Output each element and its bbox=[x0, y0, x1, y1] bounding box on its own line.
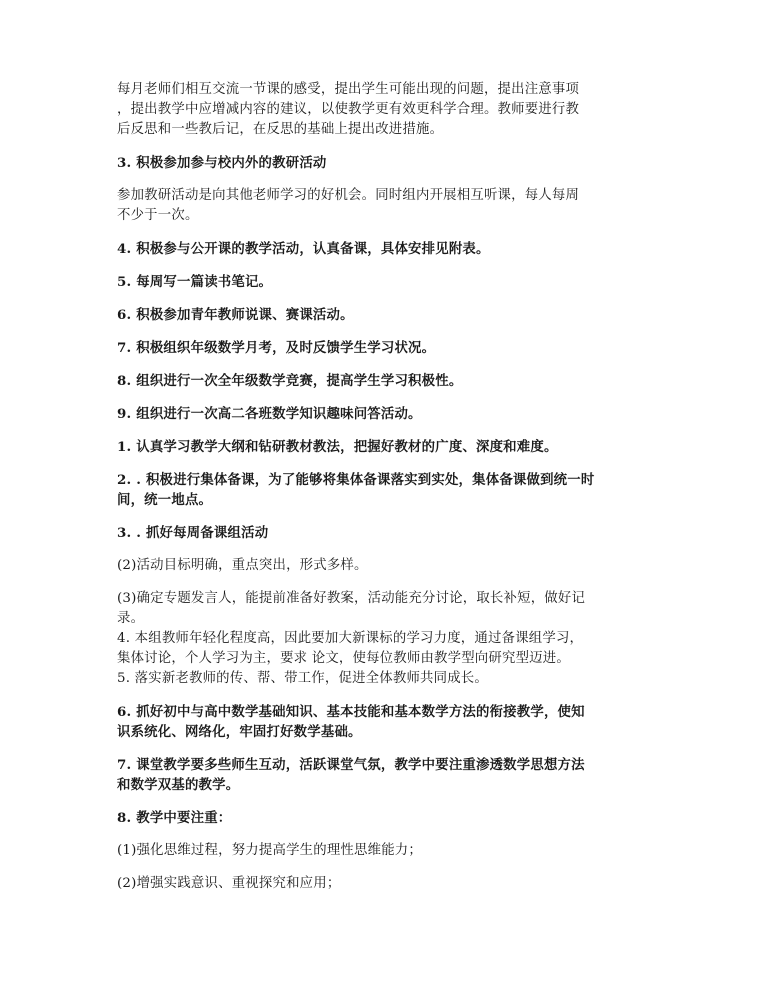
sub-item-4 bbox=[117, 629, 657, 669]
heading-item-6: 6. 积极参加青年教师说课、赛课活动。 bbox=[117, 307, 354, 323]
paragraph-reflection bbox=[117, 80, 657, 140]
text-line: (3)确定专题发言人，能提前准备好教案，活动能充分讨论，取长补短，做好记 bbox=[117, 591, 586, 606]
heading-item-8: 8. 组织进行一次全年级数学竞赛，提高学生学习积极性。 bbox=[117, 373, 463, 389]
text-line: 2. . 积极进行集体备课，为了能够将集体备课落实到实处，集体备课做到统一时 bbox=[117, 472, 595, 488]
text-line: 后反思和一些教后记，在反思的基础上提出改进措施。 bbox=[117, 122, 444, 137]
text-line: 间，统一地点。 bbox=[117, 492, 213, 508]
heading-item-4: 4. 积极参与公开课的教学活动，认真备课，具体安排见附表。 bbox=[117, 241, 490, 257]
text-line: 录。 bbox=[117, 611, 145, 626]
text-line: 集体讨论，个人学习为主，要求 论文，使每位教师由教学型向研究型迈进。 bbox=[117, 651, 570, 666]
text-line: 参加教研活动是向其他老师学习的好机会。同时组内开展相互听课，每人每周 bbox=[117, 188, 580, 203]
key-point-2: (2)增强实践意识、重视探究和应用； bbox=[117, 876, 341, 891]
heading-item-7: 7. 积极组织年级数学月考，及时反馈学生学习状况。 bbox=[117, 340, 436, 356]
sub-item-2: (2)活动目标明确，重点突出，形式多样。 bbox=[117, 558, 368, 573]
paragraph-research-activity bbox=[117, 186, 657, 226]
section-item-6 bbox=[117, 702, 657, 742]
text-line: 4. 本组教师年轻化程度高，因此要加大新课标的学习力度，通过备课组学习， bbox=[117, 631, 584, 646]
heading-item-3: 3. 积极参加参与校内外的教研活动 bbox=[117, 155, 327, 171]
section-item-2 bbox=[117, 470, 657, 510]
heading-item-9: 9. 组织进行一次高二各班数学知识趣味问答活动。 bbox=[117, 406, 422, 422]
document-page bbox=[117, 80, 657, 894]
sub-item-5: 5. 落实新老教师的传、帮、带工作，促进全体教师共同成长。 bbox=[117, 671, 488, 686]
text-line: 识系统化、网络化，牢固打好数学基础。 bbox=[117, 724, 362, 740]
section-item-8: 8. 教学中要注重： bbox=[117, 810, 232, 826]
sub-item-3 bbox=[117, 589, 657, 629]
heading-item-5: 5. 每周写一篇读书笔记。 bbox=[117, 274, 273, 290]
text-line: ，提出教学中应增减内容的建议，以使教学更有效更科学合理。教师要进行教 bbox=[117, 102, 580, 117]
section-item-1: 1. 认真学习教学大纲和钻研教材教法，把握好教材的广度、深度和难度。 bbox=[117, 439, 558, 455]
section-item-3: 3. . 抓好每周备课组活动 bbox=[117, 525, 269, 541]
section-item-7 bbox=[117, 755, 657, 795]
key-point-1: (1)强化思维过程，努力提高学生的理性思维能力； bbox=[117, 843, 422, 858]
text-line: 7. 课堂教学要多些师生互动，活跃课堂气氛，教学中要注重渗透数学思想方法 bbox=[117, 757, 585, 773]
text-line: 和数学双基的教学。 bbox=[117, 777, 240, 793]
text-line: 6. 抓好初中与高中数学基础知识、基本技能和基本数学方法的衔接教学，使知 bbox=[117, 704, 585, 720]
text-line: 每月老师们相互交流一节课的感受，提出学生可能出现的问题，提出注意事项 bbox=[117, 82, 580, 97]
text-line: 不少于一次。 bbox=[117, 208, 199, 223]
